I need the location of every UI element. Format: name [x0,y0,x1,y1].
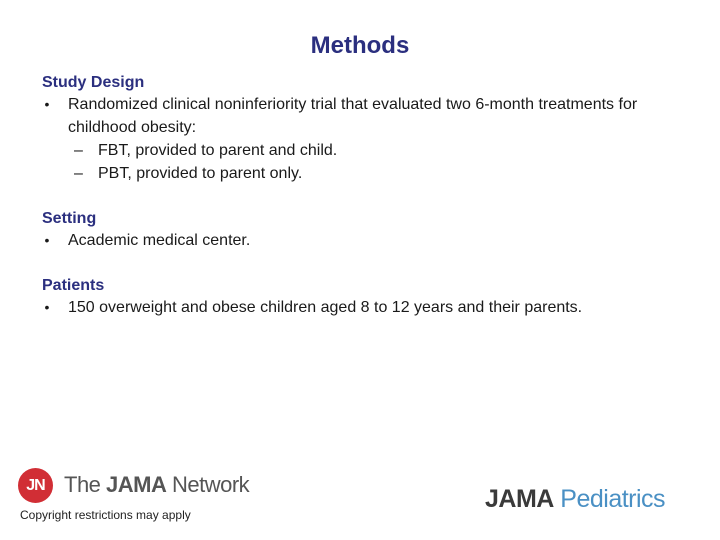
sub-bullet-text: PBT, provided to parent only. [98,165,303,182]
sub-bullet-item [42,139,692,162]
jama-network-wordmark [64,472,249,498]
bullet-text: 150 overweight and obese children aged 8 to 12 years and their parents. [68,299,583,316]
section-heading: Setting [42,210,97,227]
copyright-notice: Copyright restrictions may apply [20,508,191,522]
jama-pediatrics-wordmark [485,485,665,514]
bullet-text: Academic medical center. [68,232,251,249]
slide-title: Methods [310,32,410,59]
section-setting [42,209,692,252]
section-heading: Patients [42,277,105,294]
dash-icon: – [74,165,83,182]
bullet-item [42,229,692,252]
wordmark-the: The [64,472,107,497]
section-heading: Study Design [42,74,145,91]
section-patients [42,276,692,319]
wordmark-network: Network [166,472,250,497]
section-study-design [42,73,692,185]
journal-jama: JAMA [485,485,554,513]
slide-content [42,73,692,319]
wordmark-jama: JAMA [106,472,167,497]
bullet-item [42,93,692,139]
bullet-icon: • [44,232,50,248]
sub-bullet-text: FBT, provided to parent and child. [98,142,338,159]
sub-bullet-item [42,162,692,185]
bullet-item [42,296,692,319]
jama-network-logo-icon [18,468,53,503]
dash-icon: – [74,142,83,159]
journal-pediatrics: Pediatrics [553,485,666,513]
bullet-icon: • [44,96,50,112]
bullet-icon: • [44,299,50,315]
bullet-text: Randomized clinical noninferiority trial that evaluated two 6-month treatments for childhood obesity: [68,96,638,136]
logo-mark-text: JN [26,476,45,494]
